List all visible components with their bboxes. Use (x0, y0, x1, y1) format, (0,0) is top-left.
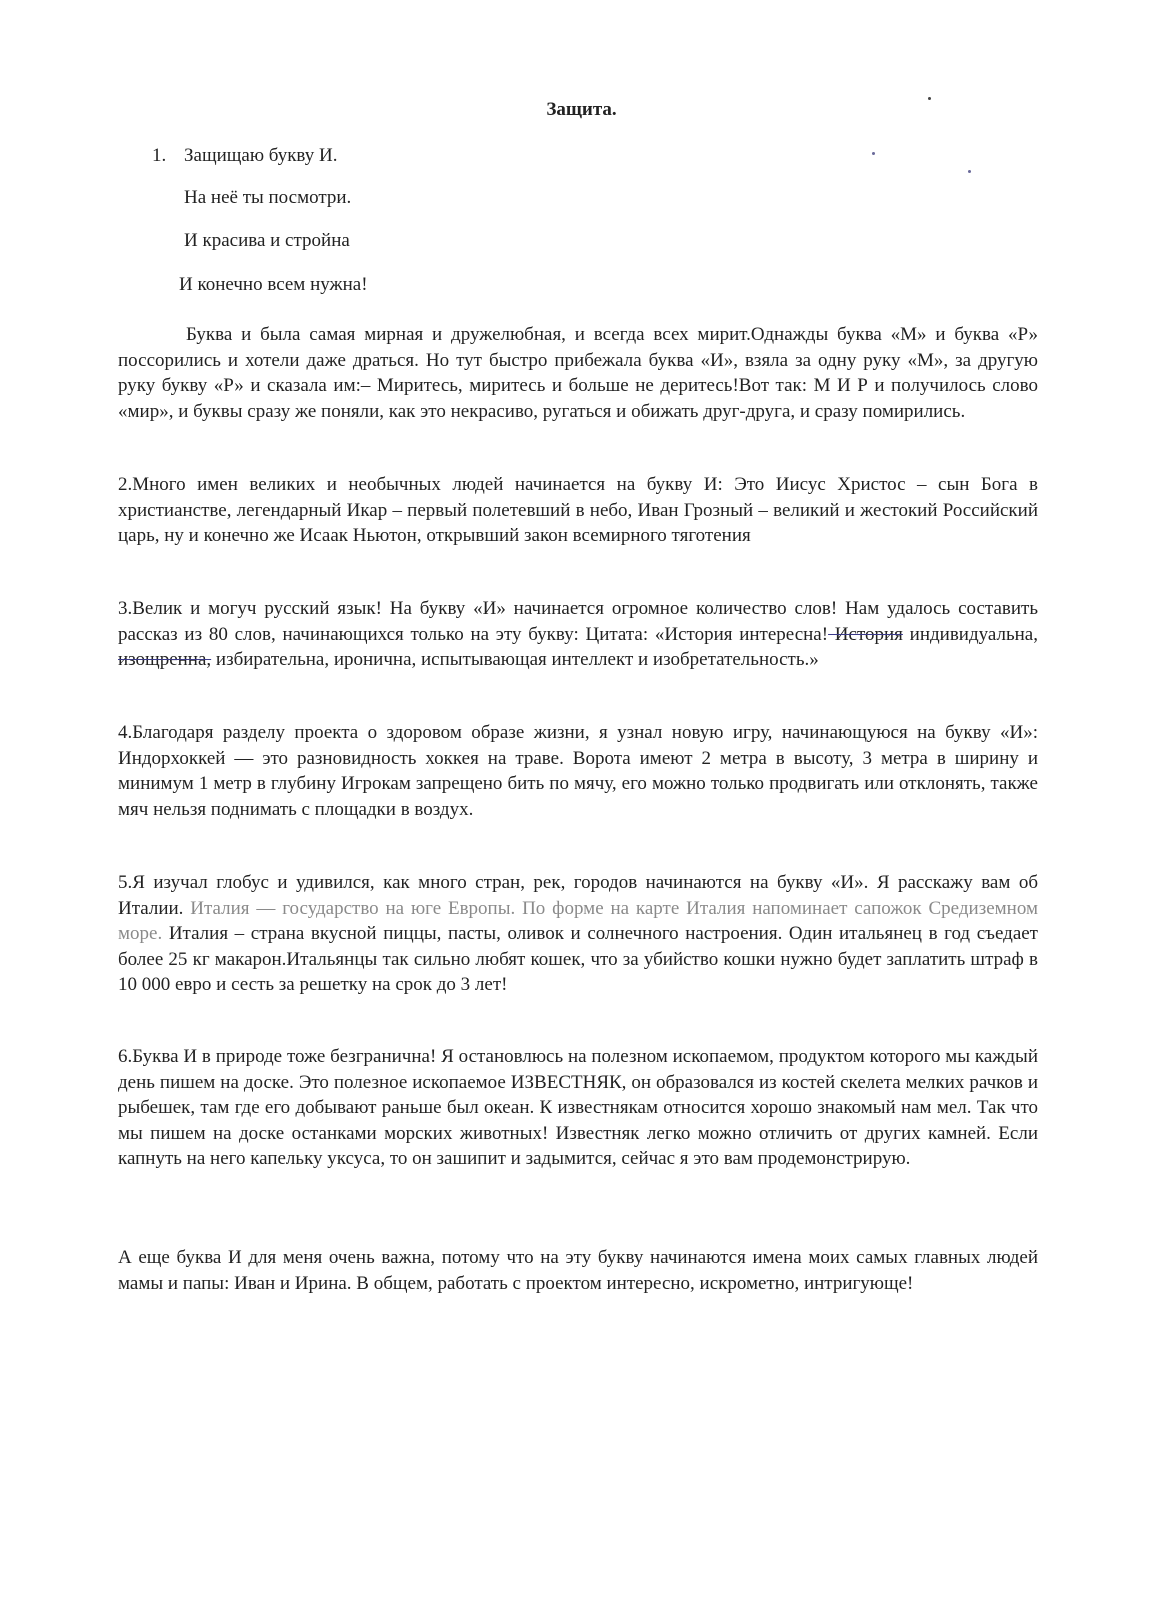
p3-text-c: избирательна, иронична, испытывающая интеллект и изобретательность.» (211, 649, 819, 670)
p5-faint-text: Италия — государство на юге Европы. По форме на карте Италия напоминает сапожок Средиземном море. (118, 897, 1038, 944)
scan-speck (928, 97, 931, 100)
scan-speck (968, 170, 971, 173)
paragraph-parents: А еще буква И для меня очень важна, потому что на эту букву начинаются имена моих самых главных людей мамы и папы: Иван и Ирина. В общем, работать с проектом интересно, искрометно, интригующе! (118, 1247, 1038, 1294)
poem-line-3: И красива и стройна (184, 230, 350, 251)
document-title: Защита. (546, 99, 617, 120)
poem-line-1-text: Защищаю букву И. (184, 145, 338, 166)
poem-number: 1. (152, 145, 167, 166)
p3-text-a: 3.Велик и могуч русский язык! На букву «И» начинается огромное количество слов! Нам удалось составить рассказ из 80 слов, начинающихся только на эту букву: Цитата: «История интересна! (118, 598, 1038, 645)
paragraph-indoor-hockey: 4.Благодаря разделу проекта о здоровом образе жизни, я узнал новую игру, начинающуюся на букву «И»: Индорхоккей — это разновидность хоккея на траве. Ворота имеют 2 метра в высоту, 3 метра в ширину и минимум 1 метр в глубину Игрокам запрещено бить по мячу, его можно только продвигать или отклонять, также мяч нельзя поднимать с площадки в воздух. (118, 722, 1038, 820)
paragraph-mir-story: Буква и была самая мирная и дружелюбная, и всегда всех мирит.Однажды буква «М» и буква «Р» поссорились и хотели даже драться. Но тут быстро прибежала буква «И», взяла за одну руку «М», за другую руку букву «Р» и сказала им:– Миритесь, миритесь и больше не деритесь!Вот так: М И Р и получилось слово «мир», и буквы сразу же поняли, как это некрасиво, ругаться и обижать друг-друга, и сразу помирились. (118, 324, 1038, 422)
p3-struck-word-2: изощренна, (118, 649, 212, 670)
paragraph-russian-language (118, 596, 1038, 673)
p3-text-b: индивидуальна, (902, 623, 1038, 645)
poem-line-1 (152, 145, 337, 167)
scan-speck (872, 152, 875, 155)
paragraph-limestone: 6.Буква И в природе тоже безгранична! Я остановлюсь на полезном ископаемом, продуктом которого мы каждый день пишем на доске. Это полезное ископаемое ИЗВЕСТНЯК, он образовался из костей скелета мелких рачков и рыбешек, там где его добывают раньше был океан. К известнякам относится хорошо знакомый нам мел. Так что мы пишем на доске останками морских животных! Известняк легко можно отличить от других камней. Если капнуть на него капельку уксуса, то он зашипит и задымится, сейчас я это вам продемонстрирую. (118, 1046, 1038, 1169)
paragraph-great-names: 2.Много имен великих и необычных людей начинается на букву И: Это Иисус Христос – сын Бога в христианстве, легендарный Икар – первый полетевший в небо, Иван Грозный – великий и жестокий Российский царь, ну и конечно же Исаак Ньютон, открывший закон всемирного тяготения (118, 474, 1038, 546)
poem-line-2: На неё ты посмотри. (184, 187, 352, 208)
poem-line-4: И конечно всем нужна! (179, 274, 368, 295)
p5-text-a: 5.Я изучал глобус и удивился, как много стран, рек, городов начинаются на букву «И». Я расскажу вам об Италии. (118, 872, 1038, 919)
p5-text-b: Италия – страна вкусной пиццы, пасты, оливок и солнечного настроения. Один итальянец в год съедает более 25 кг макарон.Итальянцы так сильно любят кошек, что за убийство кошки нужно будет заплатить штраф в 10 000 евро и сесть за решетку на срок до 3 лет! (118, 923, 1038, 995)
paragraph-italy (118, 870, 1038, 998)
p3-struck-word-1: История (828, 623, 903, 645)
